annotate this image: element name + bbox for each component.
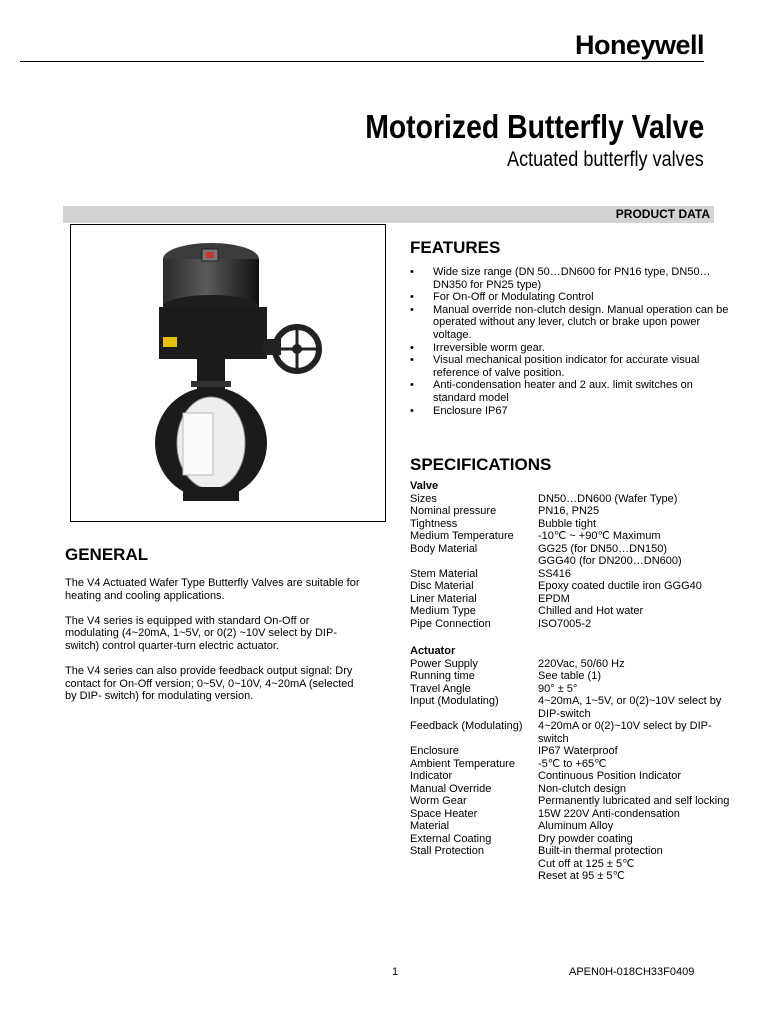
spec-key: Sizes — [410, 492, 437, 505]
spec-key: Travel Angle — [410, 682, 471, 695]
spec-row — [410, 870, 738, 883]
spec-row — [410, 683, 738, 696]
spec-key: Manual Override — [410, 782, 492, 795]
spec-row — [410, 833, 738, 846]
spec-row — [410, 593, 738, 606]
spec-value: SS416 — [538, 567, 572, 580]
spec-key: Input (Modulating) — [410, 695, 499, 707]
spec-value: Continuous Position Indicator — [538, 770, 682, 782]
actuator-subheading: Actuator — [410, 645, 456, 657]
document-code: APEN0H-018CH33F0409 — [569, 966, 695, 978]
spec-value: IP67 Waterproof — [538, 745, 618, 757]
spec-value: Reset at 95 ± 5℃ — [538, 870, 625, 882]
page-title: Motorized Butterfly Valve — [364, 108, 704, 145]
spec-value: -5℃ to +65℃ — [538, 757, 607, 770]
spec-key: Medium Type — [410, 605, 476, 617]
spec-value: Chilled and Hot water — [538, 605, 644, 617]
spec-row — [410, 505, 738, 518]
spec-row — [410, 720, 738, 745]
spec-row — [410, 555, 738, 568]
spec-row — [410, 820, 738, 833]
features-list — [410, 266, 730, 417]
feature-item: • Visual mechanical position indicator for accurate visual reference of valve position. — [410, 354, 730, 379]
page-subtitle: Actuated butterfly valves — [507, 148, 704, 171]
spec-value: Cut off at 125 ± 5℃ — [538, 857, 635, 870]
spec-key: Pipe Connection — [410, 617, 491, 630]
spec-row — [410, 670, 738, 683]
actuator-spec-table — [410, 645, 738, 883]
spec-row — [410, 518, 738, 531]
spec-row — [410, 618, 738, 631]
feature-item: • Wide size range (DN 50…DN600 for PN16 type, DN50…DN350 for PN25 type) — [410, 266, 730, 291]
spec-value: -10℃ ~ +90℃ Maximum — [538, 530, 661, 542]
spec-row — [410, 493, 738, 506]
general-text — [65, 577, 365, 715]
spec-key: Indicator — [410, 770, 453, 782]
valve-subheading: Valve — [410, 480, 439, 492]
feature-item: • Manual override non-clutch design. Manual operation can be operated without any lever, clutch or brake upon power voltage. — [410, 304, 730, 342]
spec-row — [410, 758, 738, 771]
spec-key: Liner Material — [410, 592, 477, 605]
spec-key: Stem Material — [410, 567, 478, 580]
general-heading: GENERAL — [65, 545, 149, 564]
spec-row — [410, 783, 738, 796]
spec-key: Ambient Temperature — [410, 757, 515, 770]
spec-row — [410, 695, 738, 720]
spec-row — [410, 845, 738, 858]
spec-key: Disc Material — [410, 580, 474, 592]
page-number: 1 — [392, 966, 399, 978]
spec-key — [410, 870, 538, 883]
spec-value: Built-in thermal protection — [538, 845, 663, 857]
spec-row — [410, 770, 738, 783]
spec-value: 4~20mA or 0(2)~10V select by DIP-switch — [538, 720, 712, 745]
spec-value: Bubble tight — [538, 517, 597, 530]
header-rule — [20, 61, 704, 62]
spec-row — [410, 580, 738, 593]
product-data-label: PRODUCT DATA — [615, 207, 710, 221]
spec-value: Aluminum Alloy — [538, 820, 614, 832]
spec-row — [410, 568, 738, 581]
spec-value: 220Vac, 50/60 Hz — [538, 657, 625, 670]
spec-value: See table (1) — [538, 670, 601, 682]
product-photo — [70, 224, 386, 522]
spec-key: Nominal pressure — [410, 505, 497, 517]
spec-key: Body Material — [410, 542, 478, 555]
spec-value: ISO7005-2 — [538, 617, 592, 630]
spec-row — [410, 745, 738, 758]
product-data-band — [63, 206, 714, 223]
spec-key: Medium Temperature — [410, 530, 514, 542]
valve-illustration — [71, 225, 385, 521]
spec-key: Tightness — [410, 517, 458, 530]
features-heading: FEATURES — [410, 238, 501, 257]
spec-value: Dry powder coating — [538, 832, 633, 845]
spec-value: Permanently lubricated and self locking — [538, 795, 730, 807]
spec-value: PN16, PN25 — [538, 505, 600, 517]
feature-item: • Enclosure IP67 — [410, 405, 730, 418]
spec-value: 15W 220V Anti-condensation — [538, 807, 680, 820]
spec-row — [410, 858, 738, 871]
spec-key: Space Heater — [410, 807, 478, 820]
spec-value: 4~20mA, 1~5V, or 0(2)~10V select by DIP-switch — [538, 695, 722, 720]
spec-key: Stall Protection — [410, 845, 484, 857]
spec-key: Worm Gear — [410, 795, 467, 807]
spec-row — [410, 808, 738, 821]
valve-spec-table — [410, 480, 738, 630]
spec-value: GG25 (for DN50…DN150) — [538, 542, 667, 555]
general-paragraph: The V4 series is equipped with standard On-Off or modulating (4~20mA, 1~5V, or 0(2) ~10V select by DIP-switch) control quarter-turn electric actuator. — [65, 614, 337, 652]
honeywell-logo: Honeywell — [574, 30, 704, 60]
spec-key: Power Supply — [410, 657, 478, 670]
spec-row — [410, 530, 738, 543]
spec-key: Enclosure — [410, 745, 459, 757]
spec-value: GGG40 (for DN200…DN600) — [538, 555, 682, 567]
general-paragraph: The V4 Actuated Wafer Type Butterfly Valves are suitable for heating and cooling applications. — [65, 577, 360, 602]
spec-row — [410, 795, 738, 808]
spec-key: Material — [410, 820, 450, 832]
spec-key: Running time — [410, 670, 475, 682]
feature-item: • Anti-condensation heater and 2 aux. limit switches on standard model — [410, 379, 730, 404]
spec-key: Feedback (Modulating) — [410, 720, 523, 732]
spec-value: Non-clutch design — [538, 782, 627, 795]
spec-value: Epoxy coated ductile iron GGG40 — [538, 580, 702, 592]
general-paragraph: The V4 series can also provide feedback output signal: Dry contact for On-Off version; 0~5V, 0~10V, 4~20mA (selected by DIP- switch) for modulating version. — [65, 664, 354, 703]
feature-item: • Irreversible worm gear. — [410, 342, 730, 355]
spec-key — [410, 555, 538, 568]
spec-row — [410, 543, 738, 556]
spec-row — [410, 605, 738, 618]
spec-key: External Coating — [410, 832, 492, 845]
spec-row — [410, 658, 738, 671]
specifications-heading: SPECIFICATIONS — [410, 455, 552, 474]
spec-value: EPDM — [538, 592, 570, 605]
spec-value: DN50…DN600 (Wafer Type) — [538, 492, 678, 505]
spec-value: 90° ± 5° — [538, 682, 578, 695]
spec-key — [410, 858, 538, 871]
feature-item: • For On-Off or Modulating Control — [410, 291, 730, 304]
